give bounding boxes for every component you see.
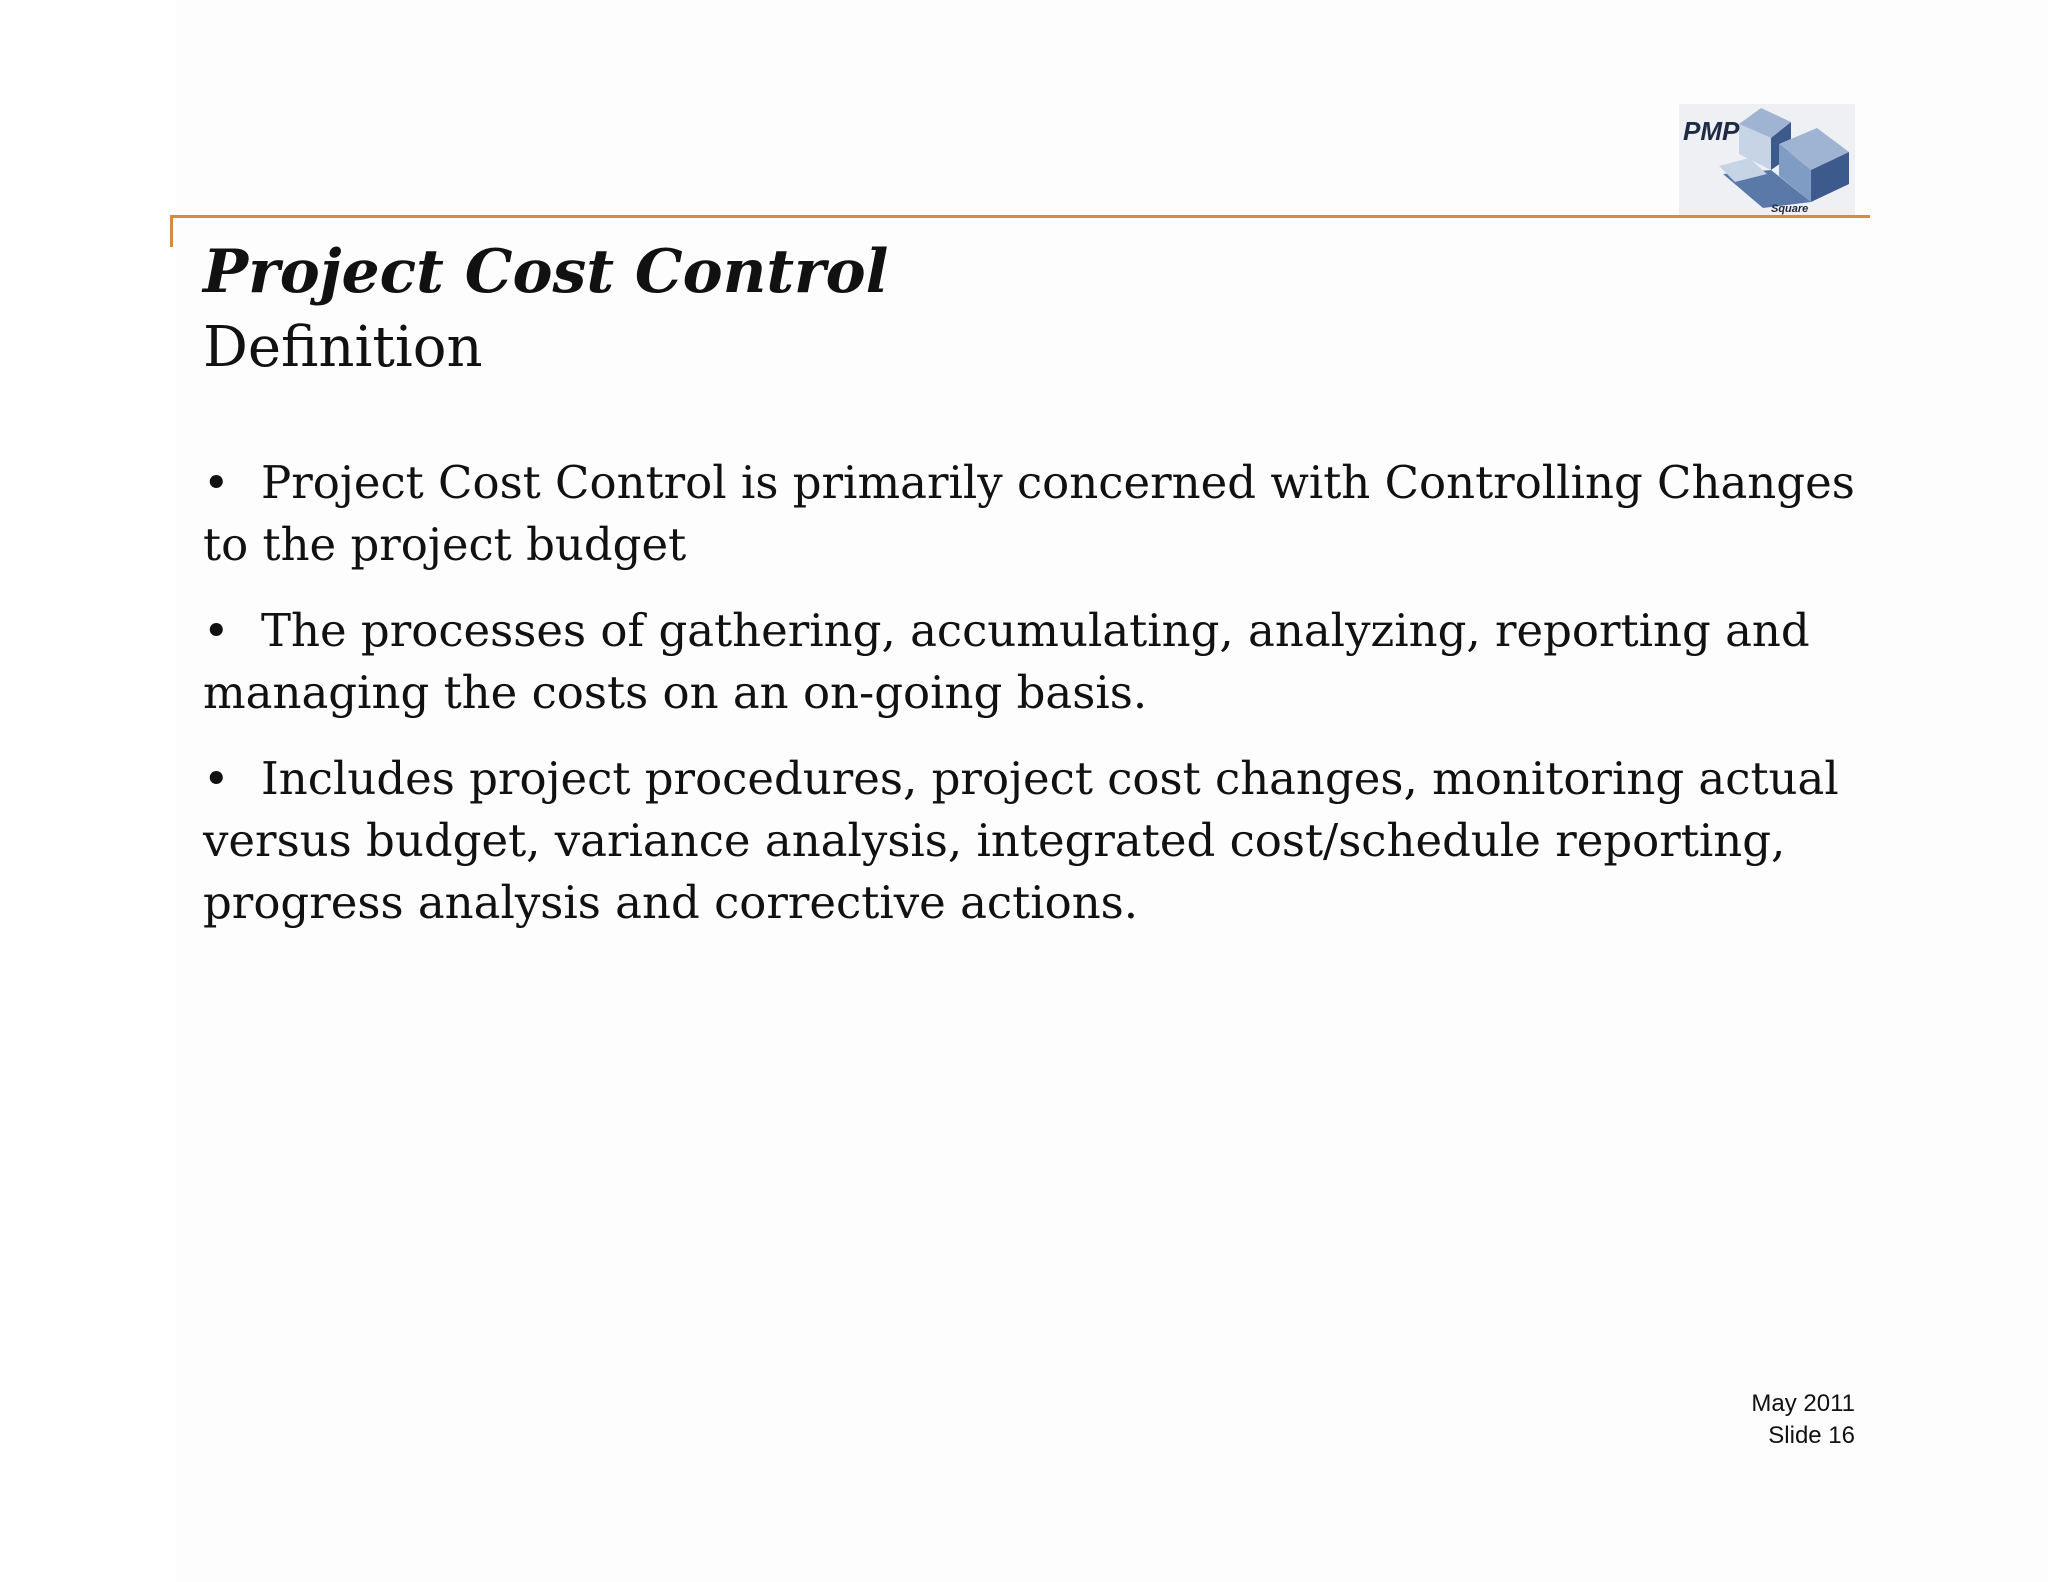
slide-title: Project Cost Control (203, 237, 889, 307)
header-rule-corner (170, 215, 173, 247)
bullet-item (203, 748, 1863, 934)
bullet-dot: • (203, 752, 230, 805)
slide-footer (1751, 1388, 1855, 1452)
slide-subtitle: Definition (203, 315, 483, 380)
bullet-text: Project Cost Control is primarily concerned with Controlling Changes to the project budget (203, 456, 1855, 571)
bullet-item (203, 600, 1863, 724)
bullet-item (203, 452, 1863, 576)
bullet-dot: • (203, 456, 230, 509)
logo-text-primary: PMP (1683, 116, 1740, 146)
logo-graphic (1679, 104, 1855, 216)
bullet-text: The processes of gathering, accumulating, analyzing, reporting and managing the costs on an on-going basis. (203, 604, 1810, 719)
logo-text-secondary: Square (1771, 203, 1809, 215)
header-rule (170, 215, 1870, 218)
pmp-square-logo (1679, 104, 1855, 216)
footer-date: May 2011 (1751, 1390, 1855, 1417)
bullet-text: Includes project procedures, project cost changes, monitoring actual versus budget, variance analysis, integrated cost/schedule reporting, progress analysis and corrective actions. (203, 752, 1839, 929)
bullet-dot: • (203, 604, 230, 657)
bullet-list (203, 452, 1863, 958)
footer-slide-number: Slide 16 (1768, 1422, 1855, 1449)
